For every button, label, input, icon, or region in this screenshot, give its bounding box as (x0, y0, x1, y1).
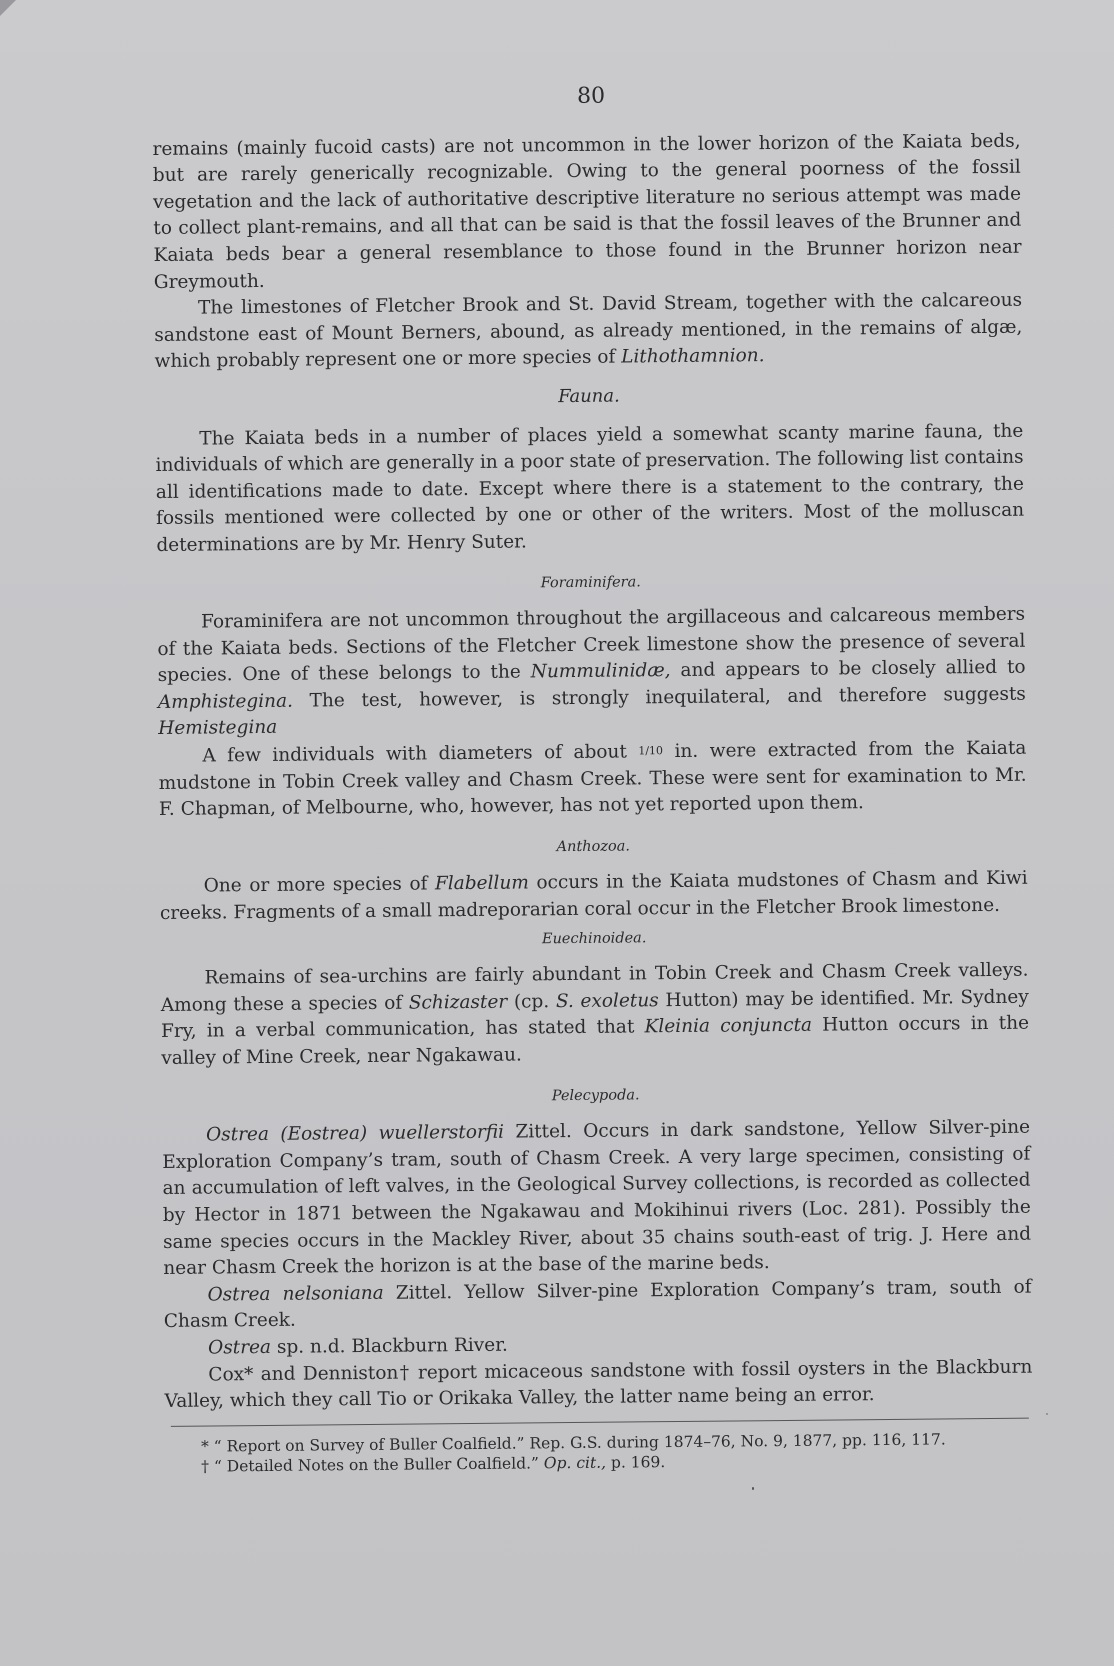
ostrea-italic: Ostrea (207, 1336, 272, 1359)
op-cit-italic: Op. cit., (543, 1453, 607, 1473)
fauna-heading: Fauna. (558, 385, 620, 408)
euechinoidea-paragraph (160, 958, 1029, 1073)
fraction-one-tenth: 1/10 (638, 744, 664, 758)
page-corner-shadow (0, 0, 16, 16)
page-number: 80 (576, 83, 606, 109)
hemistegina-italic: Hemistegina (158, 717, 278, 740)
footnote-divider (171, 1417, 1029, 1426)
euechinoidea-text-c: Hutton) may be identified. Mr. Sydney Fry, in a verbal communication, has stated that (160, 986, 1029, 1043)
flabellum-italic: Flabellum (434, 872, 529, 895)
euechinoidea-text-b: (cp. (507, 990, 556, 1013)
foraminifera-p1-text-a: Foraminifera are not uncommon throughout the argillaceous and calcareous members of the Kaiata beds. Sections of the Fletcher Creek limestone show the presence of several species. One of these belongs to the (157, 603, 1026, 687)
anthozoa-heading: Anthozoa. (556, 838, 631, 855)
ostrea-wuellerstorfii-italic: Ostrea (Eostrea) wuellerstorfii (205, 1121, 505, 1146)
pelecypoda-paragraph-4: Cox* and Denniston† report micaceous sandstone with fossil oysters in the Blackburn Valley, which they call Tio or Orikaka Valley, the latter name being an error. (164, 1356, 1033, 1413)
foraminifera-heading: Foraminifera. (540, 573, 641, 591)
foraminifera-paragraph-1 (157, 602, 1026, 743)
pelecypoda-paragraph-2 (163, 1274, 1031, 1336)
intro-paragraph-1: remains (mainly fucoid casts) are not uncommon in the lower horizon of the Kaiata beds, but are rarely generically recognizable. Owing to the general poorness of the fossil vegetation and the lack of authoritative descriptive literature no serious attempt was made to collect plant-remains, and all that can be said is that the fossil leaves of the Brunner and Kaiata beds bear a general resemblance to those found in the Brunner horizon near Greymouth. (152, 130, 1022, 293)
euechinoidea-heading: Euechinoidea. (541, 929, 647, 947)
intro-paragraph-2 (154, 288, 1023, 376)
pelecypoda-p3-text: sp. n.d. Blackburn River. (270, 1334, 508, 1358)
s-exoletus-italic: S. exoletus (555, 989, 659, 1012)
pelecypoda-paragraph-1 (162, 1115, 1031, 1283)
ostrea-nelsoniana-italic: Ostrea nelsoniana (207, 1282, 384, 1306)
anthozoa-text-a: One or more species of (203, 873, 436, 897)
nummulinidae-italic: Nummulinidæ, (530, 660, 671, 683)
foraminifera-paragraph-2 (158, 735, 1027, 824)
paper-speck (752, 1487, 754, 1490)
pelecypoda-p1-text: Zittel. Occurs in dark sandstone, Yellow Silver-pine Exploration Company’s tram, south of Chasm Creek. A very large specimen, consisting of an accumulation of left valves, in the Geological Survey collections, is recorded as collected by Hector in 1871 between the Ngakawau and Mokihinui rivers (Loc. 281). Possibly the same species occurs in the Mackley River, about 35 chains south-east of trig. J. Here and near Chasm Creek the horizon is at the base of the marine beds. (162, 1116, 1032, 1280)
footnote-2-text-b: p. 169. (605, 1452, 666, 1472)
footnote-2-text-a: † “ Detailed Notes on the Buller Coalfield.” (201, 1454, 544, 1476)
footnotes (165, 1428, 1033, 1476)
fauna-paragraph: The Kaiata beds in a number of places yield a somewhat scanty marine fauna, the individuals of which are generally in a poor state of preservation. The following list contains all identifications made to date. Except where there is a statement to the contrary, the fossils mentioned were collected by one or other of the writers. Most of the molluscan determinations are by Mr. Henry Suter. (155, 420, 1025, 556)
anthozoa-text-b: occurs in the Kaiata mudstones of Chasm and Kiwi creeks. Fragments of a small madreporarian coral occur in the Fletcher Brook limestone. (159, 868, 1028, 924)
amphistegina-italic: Amphistegina. (157, 690, 294, 713)
foraminifera-p2-text-a: A few individuals with diameters of about (202, 741, 639, 767)
foraminifera-p1-text-c: The test, however, is strongly inequilateral, and therefore suggests (292, 683, 1026, 712)
footnote-1: * “ Report on Survey of Buller Coalfield.” Rep. G.S. during 1874–76, No. 9, 1877, pp. 116, 117. (200, 1430, 946, 1456)
kleinia-conjuncta-italic: Kleinia conjuncta (644, 1015, 813, 1038)
schizaster-italic: Schizaster (408, 991, 508, 1014)
pelecypoda-p2-text: Zittel. Yellow Silver-pine Exploration Company’s tram, south of Chasm Creek. (163, 1276, 1032, 1333)
paper-speck (1046, 1413, 1048, 1415)
euechinoidea-text-a: Remains of sea-urchins are fairly abundant in Tobin Creek and Chasm Creek valleys. Among these a species of (160, 959, 1029, 1016)
page-content (152, 80, 1033, 1477)
euechinoidea-text-d: Hutton occurs in the valley of Mine Creek, near Ngakawau. (161, 1013, 1030, 1069)
anthozoa-paragraph (160, 866, 1028, 928)
foraminifera-p1-text-b: and appears to be closely allied to (670, 656, 1026, 682)
pelecypoda-heading: Pelecypoda. (551, 1086, 640, 1104)
foraminifera-p2-text-b: in. were extracted from the Kaiata mudstone in Tobin Creek valley and Chasm Creek. These were sent for examination to Mr. F. Chapman, of Melbourne, who, however, has not yet reported upon them. (158, 737, 1027, 821)
lithothamnion-italic: Lithothamnion. (621, 345, 765, 368)
intro-paragraph-2-text: The limestones of Fletcher Brook and St. David Stream, together with the calcareous sandstone east of Mount Berners, abound, as already mentioned, in the remains of algæ, which probably represent one or more species of (154, 289, 1023, 373)
